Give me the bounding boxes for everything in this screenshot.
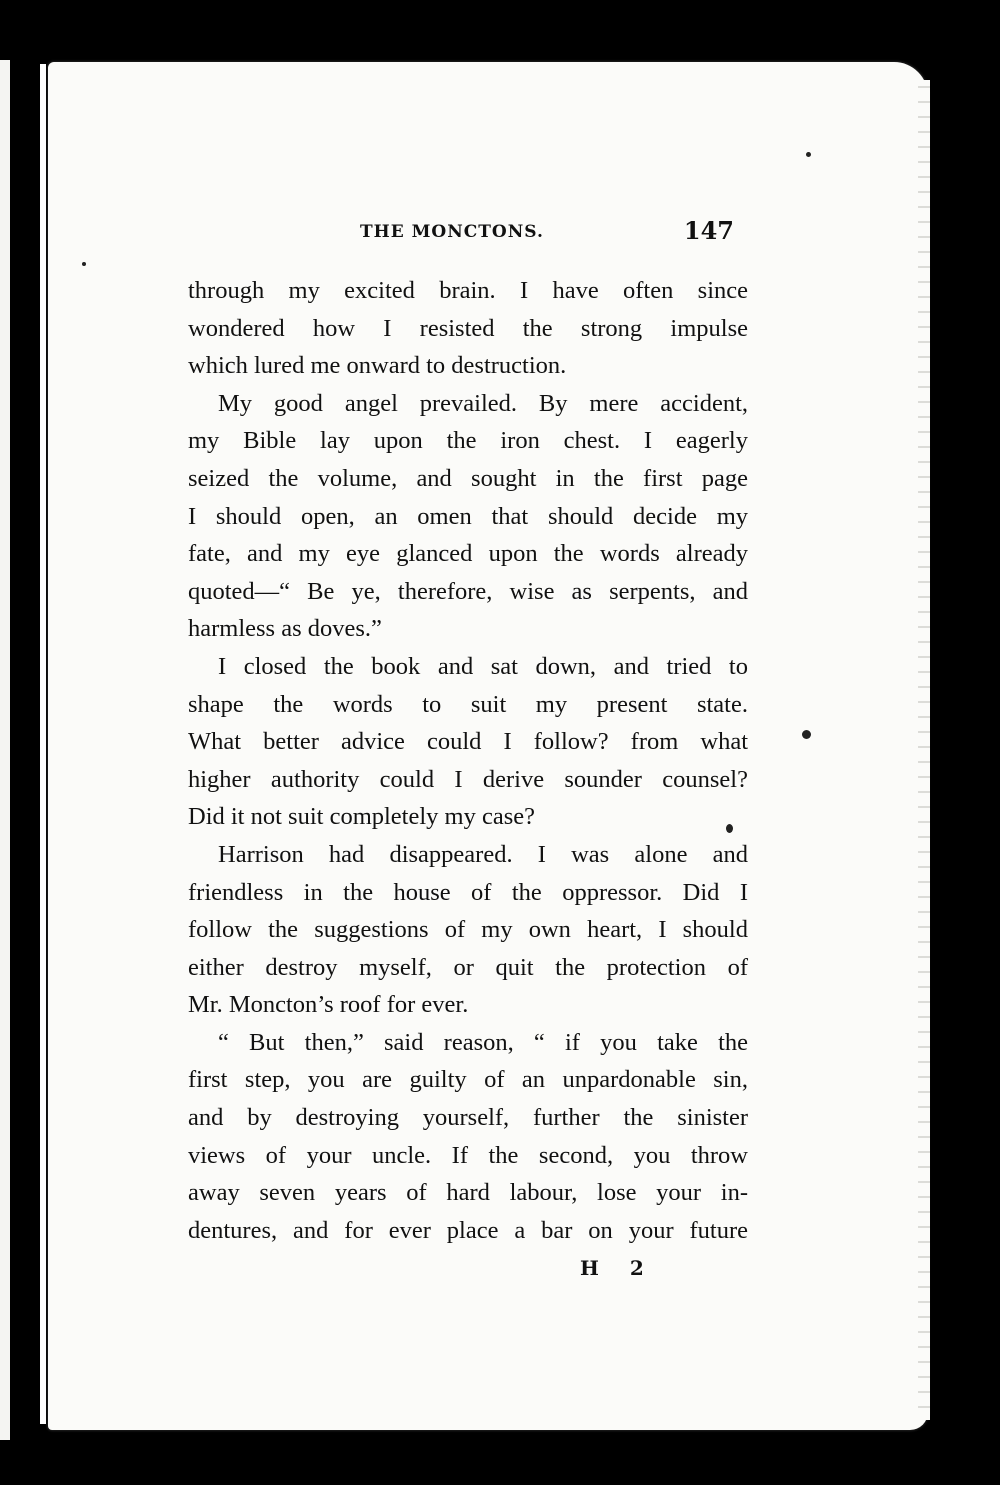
- text-line: which lured me onward to destruction.: [188, 352, 567, 380]
- text-line: away seven years of hard labour, lose your in-: [188, 1179, 748, 1207]
- spine-strip: [0, 60, 10, 1440]
- running-title: THE MONCTONS.: [360, 222, 544, 242]
- text-line: higher authority could I derive sounder counsel?: [188, 765, 748, 793]
- paragraph-1: [188, 272, 748, 385]
- text-line: “ But then,” said reason, “ if you take the: [218, 1028, 748, 1056]
- ink-speck: [806, 152, 811, 157]
- text-line: wondered how I resisted the strong impulse: [188, 314, 748, 342]
- text-line: shape the words to suit my present state.: [188, 690, 748, 718]
- text-line: dentures, and for ever place a bar on your future: [188, 1216, 748, 1244]
- text-line: harmless as doves.”: [188, 615, 382, 643]
- text-line: What better advice could I follow? from what: [188, 728, 748, 756]
- paragraph-5: [188, 1024, 748, 1250]
- text-line: views of your uncle. If the second, you throw: [188, 1141, 748, 1169]
- text-line: either destroy myself, or quit the protection of: [188, 953, 748, 981]
- text-line: Harrison had disappeared. I was alone and: [218, 840, 748, 868]
- text-line: Mr. Moncton’s roof for ever.: [188, 991, 469, 1019]
- paragraph-3: [188, 648, 748, 836]
- text-line: my Bible lay upon the iron chest. I eagerly: [188, 427, 748, 455]
- text-line: fate, and my eye glanced upon the words already: [188, 540, 748, 568]
- ink-speck: [82, 262, 86, 266]
- signature-mark: H 2: [580, 1256, 656, 1280]
- text-line: follow the suggestions of my own heart, I should: [188, 916, 748, 944]
- text-line: through my excited brain. I have often since: [188, 277, 748, 304]
- ink-speck: [802, 730, 811, 739]
- text-line: Did it not suit completely my case?: [188, 803, 536, 831]
- page-header: [186, 216, 738, 250]
- spine-line: [40, 64, 46, 1424]
- text-line: seized the volume, and sought in the first page: [188, 464, 748, 492]
- text-line: first step, you are guilty of an unpardonable sin,: [188, 1066, 748, 1094]
- page-number: 147: [683, 216, 734, 245]
- text-line: quoted—“ Be ye, therefore, wise as serpents, and: [188, 577, 748, 605]
- ink-speck: [726, 824, 733, 833]
- text-line: I should open, an omen that should decide my: [188, 502, 748, 530]
- text-line: I closed the book and sat down, and tried to: [218, 652, 748, 680]
- text-line: My good angel prevailed. By mere accident,: [218, 389, 748, 417]
- body-text: [188, 272, 748, 1249]
- text-line: friendless in the house of the oppressor. Did I: [188, 878, 748, 906]
- text-line: and by destroying yourself, further the sinister: [188, 1104, 748, 1132]
- paragraph-4: [188, 836, 748, 1024]
- page-edge: [918, 80, 930, 1420]
- paragraph-2: [188, 385, 748, 648]
